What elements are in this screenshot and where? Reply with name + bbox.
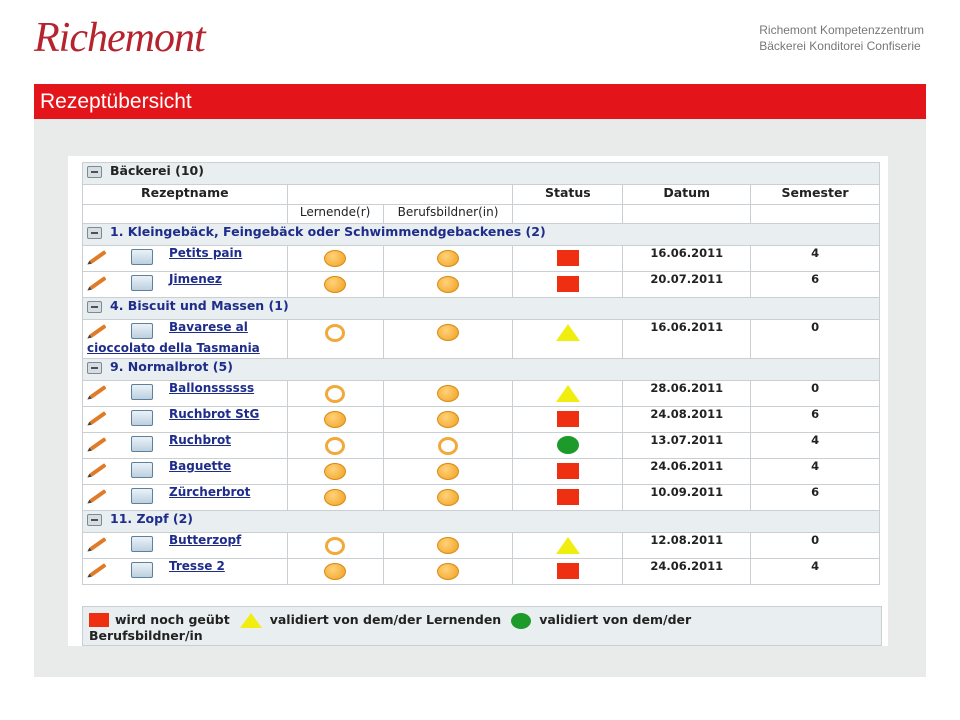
collapse-icon[interactable]: [87, 301, 102, 313]
group-title: 1. Kleingebäck, Feingebäck oder Schwimmendgebackenes (2): [110, 224, 546, 239]
check-smiley-icon: [325, 385, 345, 403]
table-row: [83, 533, 880, 559]
book-icon[interactable]: [131, 436, 153, 452]
book-icon[interactable]: [131, 275, 153, 291]
status-legend: [82, 606, 882, 646]
status-yellow-triangle-icon: [556, 385, 580, 402]
table-row: [83, 407, 880, 433]
recipe-overview-screenshot: [68, 156, 888, 646]
smiley-icon: [324, 563, 346, 580]
col-trainer: Berufsbildner(in): [383, 205, 513, 224]
recipe-link-line-1[interactable]: Bavarese al: [169, 320, 248, 334]
col-learner: Lernende(r): [287, 205, 383, 224]
table-row: [83, 246, 880, 272]
semester-cell: 0: [751, 320, 880, 359]
status-yellow-triangle-icon: [556, 537, 580, 554]
smiley-icon: [437, 489, 459, 506]
edit-pencil-icon[interactable]: [89, 537, 106, 551]
edit-pencil-icon[interactable]: [89, 463, 106, 477]
table-row: [83, 559, 880, 585]
recipe-link[interactable]: Petits pain: [169, 246, 243, 260]
semester-cell: 4: [751, 559, 880, 585]
col-semester: Semester: [751, 185, 880, 205]
col-recipe-name: Rezeptname: [83, 185, 288, 205]
edit-pencil-icon[interactable]: [89, 489, 106, 503]
book-icon[interactable]: [131, 323, 153, 339]
category-row: [83, 163, 880, 185]
col-validation: [287, 185, 513, 205]
legend-red-label: wird noch geübt: [115, 612, 230, 627]
group-row: [83, 298, 880, 320]
date-cell: 16.06.2011: [623, 246, 751, 272]
group-title: 11. Zopf (2): [110, 511, 194, 526]
status-red-square-icon: [557, 489, 579, 505]
table-row: [83, 459, 880, 485]
smiley-icon: [437, 385, 459, 402]
edit-pencil-icon[interactable]: [89, 324, 106, 338]
page-title: Rezeptübersicht: [40, 90, 192, 113]
recipe-link[interactable]: Tresse 2: [169, 559, 225, 573]
edit-pencil-icon[interactable]: [89, 411, 106, 425]
company-info: [759, 22, 924, 54]
group-title: 9. Normalbrot (5): [110, 359, 233, 374]
edit-pencil-icon[interactable]: [89, 437, 106, 451]
table-row: [83, 485, 880, 511]
group-row: [83, 511, 880, 533]
semester-cell: 0: [751, 533, 880, 559]
legend-green-circle-icon: [511, 613, 531, 629]
semester-cell: 4: [751, 459, 880, 485]
smiley-icon: [437, 250, 459, 267]
col-status: Status: [513, 185, 623, 205]
recipe-link[interactable]: Zürcherbrot: [169, 485, 251, 499]
book-icon[interactable]: [131, 384, 153, 400]
table-row: [83, 320, 880, 359]
check-smiley-icon: [325, 537, 345, 555]
company-line-2: Bäckerei Konditorei Confiserie: [759, 39, 921, 53]
book-icon[interactable]: [131, 562, 153, 578]
status-red-square-icon: [557, 411, 579, 427]
group-row: [83, 224, 880, 246]
recipe-link[interactable]: Ruchbrot: [169, 433, 231, 447]
smiley-icon: [324, 276, 346, 293]
book-icon[interactable]: [131, 410, 153, 426]
book-icon[interactable]: [131, 488, 153, 504]
recipe-link[interactable]: Jimenez: [169, 272, 222, 286]
recipe-link-line-2[interactable]: cioccolato della Tasmania: [87, 341, 260, 355]
smiley-icon: [437, 324, 459, 341]
recipe-link[interactable]: Butterzopf: [169, 533, 242, 547]
semester-cell: 4: [751, 246, 880, 272]
edit-pencil-icon[interactable]: [89, 385, 106, 399]
date-cell: 12.08.2011: [623, 533, 751, 559]
status-yellow-triangle-icon: [556, 324, 580, 341]
group-row: [83, 359, 880, 381]
smiley-icon: [437, 563, 459, 580]
collapse-icon[interactable]: [87, 362, 102, 374]
edit-pencil-icon[interactable]: [89, 250, 106, 264]
date-cell: 24.08.2011: [623, 407, 751, 433]
collapse-icon[interactable]: [87, 514, 102, 526]
semester-cell: 6: [751, 272, 880, 298]
col-date: Datum: [623, 185, 751, 205]
smiley-icon: [324, 489, 346, 506]
legend-green-label: validiert von dem/der: [539, 612, 692, 627]
book-icon[interactable]: [131, 249, 153, 265]
date-cell: 24.06.2011: [623, 459, 751, 485]
legend-green-label-line-2: Berufsbildner/in: [89, 628, 203, 643]
collapse-icon[interactable]: [87, 166, 102, 178]
semester-cell: 6: [751, 485, 880, 511]
group-title: 4. Biscuit und Massen (1): [110, 298, 289, 313]
company-line-1: Richemont Kompetenzzentrum: [759, 23, 924, 37]
book-icon[interactable]: [131, 462, 153, 478]
smiley-icon: [437, 411, 459, 428]
check-smiley-icon: [325, 324, 345, 342]
smiley-icon: [437, 463, 459, 480]
recipe-link[interactable]: Baguette: [169, 459, 232, 473]
status-red-square-icon: [557, 563, 579, 579]
table-row: [83, 433, 880, 459]
date-cell: 20.07.2011: [623, 272, 751, 298]
check-smiley-icon: [325, 437, 345, 455]
smiley-icon: [437, 537, 459, 554]
smiley-icon: [324, 250, 346, 267]
semester-cell: 0: [751, 381, 880, 407]
date-cell: 28.06.2011: [623, 381, 751, 407]
book-icon[interactable]: [131, 536, 153, 552]
semester-cell: 6: [751, 407, 880, 433]
richemont-logo: Richemont: [34, 15, 205, 61]
date-cell: 13.07.2011: [623, 433, 751, 459]
table-row: [83, 381, 880, 407]
smiley-icon: [324, 411, 346, 428]
date-cell: 24.06.2011: [623, 559, 751, 585]
date-cell: 16.06.2011: [623, 320, 751, 359]
table-row: [83, 272, 880, 298]
smiley-icon: [324, 463, 346, 480]
recipe-table-frame: [82, 162, 880, 585]
edit-pencil-icon[interactable]: [89, 563, 106, 577]
legend-red-square-icon: [89, 613, 109, 627]
legend-yellow-label: validiert von dem/der Lernenden: [269, 612, 502, 627]
recipe-table: [82, 162, 880, 585]
collapse-icon[interactable]: [87, 227, 102, 239]
status-red-square-icon: [557, 250, 579, 266]
status-red-square-icon: [557, 463, 579, 479]
smiley-icon: [437, 276, 459, 293]
table-subheader: [83, 205, 880, 224]
legend-yellow-triangle-icon: [240, 613, 262, 628]
status-green-circle-icon: [557, 436, 579, 454]
semester-cell: 4: [751, 433, 880, 459]
recipe-link[interactable]: Ruchbrot StG: [169, 407, 260, 421]
category-title: Bäckerei (10): [110, 163, 204, 178]
edit-pencil-icon[interactable]: [89, 276, 106, 290]
recipe-link[interactable]: Ballonssssss: [169, 381, 255, 395]
status-red-square-icon: [557, 276, 579, 292]
check-smiley-icon: [438, 437, 458, 455]
title-bar: [34, 84, 926, 119]
table-header: [83, 185, 880, 205]
date-cell: 10.09.2011: [623, 485, 751, 511]
